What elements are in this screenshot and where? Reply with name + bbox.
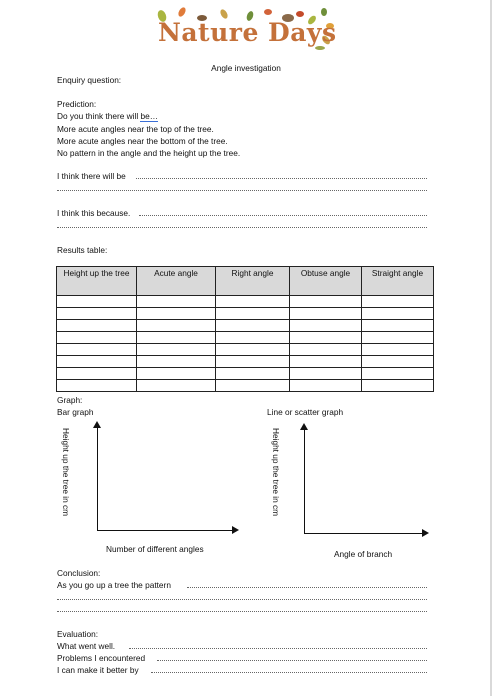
scatter-graph-xlabel: Angle of branch <box>334 549 393 559</box>
table-cell[interactable] <box>57 368 137 380</box>
evaluation-item-3: I can make it better by <box>57 665 139 675</box>
graph-label: Graph: <box>57 395 83 405</box>
table-row <box>57 332 434 344</box>
evaluation-item-2: Problems I encountered <box>57 653 146 663</box>
y-axis-line <box>97 426 98 530</box>
table-cell[interactable] <box>137 344 216 356</box>
evaluation-item-1: What went well. <box>57 641 116 651</box>
table-cell[interactable] <box>290 332 362 344</box>
table-cell[interactable] <box>57 356 137 368</box>
table-row <box>57 344 434 356</box>
table-cell[interactable] <box>290 320 362 332</box>
table-row <box>57 356 434 368</box>
table-row <box>57 320 434 332</box>
evaluation-line-2[interactable] <box>157 660 427 661</box>
table-cell[interactable] <box>137 320 216 332</box>
think-answer-line-1[interactable] <box>136 178 427 179</box>
table-cell[interactable] <box>216 320 290 332</box>
table-row <box>57 296 434 308</box>
table-cell[interactable] <box>57 296 137 308</box>
page-title: Angle investigation <box>211 63 281 73</box>
results-header-row <box>57 267 434 296</box>
table-cell[interactable] <box>290 356 362 368</box>
conclusion-prompt: As you go up a tree the pattern <box>57 580 171 590</box>
evaluation-label: Evaluation: <box>57 629 99 639</box>
table-cell[interactable] <box>362 344 434 356</box>
table-cell[interactable] <box>137 308 216 320</box>
conclusion-line-1[interactable] <box>187 587 427 588</box>
column-header: Obtuse angle <box>290 267 362 296</box>
table-cell[interactable] <box>362 356 434 368</box>
table-cell[interactable] <box>216 356 290 368</box>
table-cell[interactable] <box>362 380 434 392</box>
table-cell[interactable] <box>290 368 362 380</box>
table-cell[interactable] <box>137 332 216 344</box>
table-cell[interactable] <box>362 332 434 344</box>
scatter-graph-title: Line or scatter graph <box>267 407 344 417</box>
table-cell[interactable] <box>137 356 216 368</box>
prediction-question-suffix: be… <box>140 111 158 121</box>
nature-days-logo <box>150 4 340 52</box>
prediction-question-prefix: Do you think there will <box>57 111 141 121</box>
table-row <box>57 368 434 380</box>
prediction-question <box>57 110 158 122</box>
table-cell[interactable] <box>137 380 216 392</box>
y-axis-line <box>304 428 305 533</box>
prediction-label: Prediction: <box>57 99 97 109</box>
table-row <box>57 380 434 392</box>
table-cell[interactable] <box>216 380 290 392</box>
conclusion-label: Conclusion: <box>57 568 101 578</box>
table-cell[interactable] <box>216 332 290 344</box>
table-row <box>57 308 434 320</box>
results-label: Results table: <box>57 245 108 255</box>
table-cell[interactable] <box>57 380 137 392</box>
prediction-option-1: More acute angles near the top of the tree. <box>57 124 214 134</box>
table-cell[interactable] <box>57 308 137 320</box>
x-axis-line <box>97 530 233 531</box>
table-cell[interactable] <box>290 344 362 356</box>
bar-graph-ylabel: Height up the tree in cm <box>61 428 71 517</box>
table-cell[interactable] <box>216 344 290 356</box>
table-cell[interactable] <box>362 320 434 332</box>
because-label: I think this because. <box>57 208 131 218</box>
table-cell[interactable] <box>57 344 137 356</box>
evaluation-line-1[interactable] <box>129 648 427 649</box>
bar-graph-xlabel: Number of different angles <box>106 544 204 554</box>
enquiry-label: Enquiry question: <box>57 75 122 85</box>
conclusion-line-2[interactable] <box>57 599 427 600</box>
table-cell[interactable] <box>57 332 137 344</box>
prediction-option-3: No pattern in the angle and the height up the tree. <box>57 148 241 158</box>
results-table <box>56 266 434 392</box>
because-answer-line-1[interactable] <box>139 215 427 216</box>
think-label: I think there will be <box>57 171 126 181</box>
table-cell[interactable] <box>137 296 216 308</box>
table-cell[interactable] <box>57 320 137 332</box>
logo-text: Nature Days <box>158 18 337 47</box>
x-axis-arrow-icon <box>422 529 429 537</box>
evaluation-line-3[interactable] <box>151 672 427 673</box>
table-cell[interactable] <box>216 308 290 320</box>
because-answer-line-2[interactable] <box>57 227 427 228</box>
table-cell[interactable] <box>362 308 434 320</box>
table-cell[interactable] <box>290 380 362 392</box>
table-cell[interactable] <box>290 308 362 320</box>
column-header: Right angle <box>216 267 290 296</box>
x-axis-arrow-icon <box>232 526 239 534</box>
table-cell[interactable] <box>216 296 290 308</box>
conclusion-line-3[interactable] <box>57 611 427 612</box>
table-cell[interactable] <box>362 296 434 308</box>
table-cell[interactable] <box>362 368 434 380</box>
x-axis-line <box>304 533 423 534</box>
column-header: Height up the tree <box>57 267 137 296</box>
scatter-graph-ylabel: Height up the tree in cm <box>271 428 281 517</box>
bar-graph-title: Bar graph <box>57 407 94 417</box>
table-cell[interactable] <box>137 368 216 380</box>
column-header: Straight angle <box>362 267 434 296</box>
column-header: Acute angle <box>137 267 216 296</box>
table-cell[interactable] <box>216 368 290 380</box>
prediction-option-2: More acute angles near the bottom of the tree. <box>57 136 228 146</box>
think-answer-line-2[interactable] <box>57 190 427 191</box>
table-cell[interactable] <box>290 296 362 308</box>
